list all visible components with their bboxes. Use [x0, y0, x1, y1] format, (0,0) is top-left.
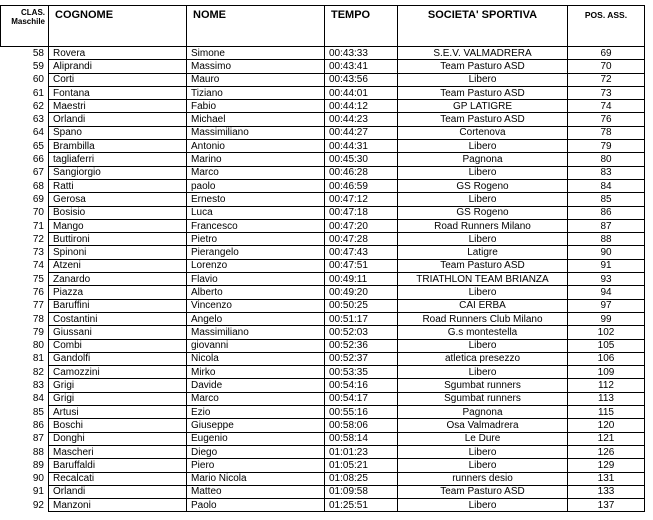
table-row: [1, 432, 645, 445]
overall-position-cell: 79: [568, 140, 645, 153]
club-cell: S.E.V. VALMADRERA: [398, 47, 568, 60]
time-cell: 01:08:25: [325, 472, 398, 485]
header-time: TEMPO: [325, 6, 398, 47]
overall-position-cell: 106: [568, 352, 645, 365]
time-cell: 00:54:17: [325, 392, 398, 405]
table-row: [1, 326, 645, 339]
name-cell: Matteo: [187, 485, 325, 498]
overall-position-cell: 121: [568, 432, 645, 445]
time-cell: 00:52:36: [325, 339, 398, 352]
name-cell: Marco: [187, 392, 325, 405]
club-cell: Road Runners Milano: [398, 219, 568, 232]
surname-cell: Aliprandi: [49, 60, 187, 73]
overall-position-cell: 76: [568, 113, 645, 126]
time-cell: 00:43:56: [325, 73, 398, 86]
rank-cell: 64: [1, 126, 49, 139]
surname-cell: Mascheri: [49, 445, 187, 458]
name-cell: Simone: [187, 47, 325, 60]
overall-position-cell: 83: [568, 166, 645, 179]
time-cell: 00:51:17: [325, 312, 398, 325]
name-cell: Vincenzo: [187, 299, 325, 312]
rank-cell: 90: [1, 472, 49, 485]
time-cell: 00:47:28: [325, 233, 398, 246]
surname-cell: Rovera: [49, 47, 187, 60]
overall-position-cell: 129: [568, 459, 645, 472]
rank-cell: 92: [1, 499, 49, 512]
overall-position-cell: 72: [568, 73, 645, 86]
time-cell: 00:43:33: [325, 47, 398, 60]
table-row: [1, 286, 645, 299]
club-cell: Team Pasturo ASD: [398, 60, 568, 73]
rank-cell: 79: [1, 326, 49, 339]
time-cell: 00:44:01: [325, 86, 398, 99]
overall-position-cell: 70: [568, 60, 645, 73]
overall-position-cell: 102: [568, 326, 645, 339]
results-table: [0, 5, 645, 512]
header-name: NOME: [187, 6, 325, 47]
time-cell: 00:52:03: [325, 326, 398, 339]
table-row: [1, 273, 645, 286]
club-cell: Team Pasturo ASD: [398, 86, 568, 99]
time-cell: 00:46:28: [325, 166, 398, 179]
table-row: [1, 485, 645, 498]
overall-position-cell: 133: [568, 485, 645, 498]
rank-cell: 86: [1, 419, 49, 432]
table-row: [1, 179, 645, 192]
rank-cell: 89: [1, 459, 49, 472]
table-row: [1, 126, 645, 139]
surname-cell: Spinoni: [49, 246, 187, 259]
overall-position-cell: 69: [568, 47, 645, 60]
name-cell: paolo: [187, 179, 325, 192]
surname-cell: Costantini: [49, 312, 187, 325]
overall-position-cell: 90: [568, 246, 645, 259]
surname-cell: Orlandi: [49, 113, 187, 126]
club-cell: Libero: [398, 339, 568, 352]
table-row: [1, 312, 645, 325]
name-cell: Pierangelo: [187, 246, 325, 259]
club-cell: Libero: [398, 286, 568, 299]
club-cell: Pagnona: [398, 153, 568, 166]
overall-position-cell: 131: [568, 472, 645, 485]
rank-cell: 77: [1, 299, 49, 312]
overall-position-cell: 87: [568, 219, 645, 232]
name-cell: giovanni: [187, 339, 325, 352]
rank-cell: 62: [1, 100, 49, 113]
name-cell: Fabio: [187, 100, 325, 113]
surname-cell: Fontana: [49, 86, 187, 99]
rank-cell: 85: [1, 406, 49, 419]
table-row: [1, 206, 645, 219]
surname-cell: Atzeni: [49, 259, 187, 272]
surname-cell: Manzoni: [49, 499, 187, 512]
surname-cell: Mango: [49, 219, 187, 232]
overall-position-cell: 78: [568, 126, 645, 139]
name-cell: Piero: [187, 459, 325, 472]
time-cell: 00:50:25: [325, 299, 398, 312]
overall-position-cell: 85: [568, 193, 645, 206]
overall-position-cell: 86: [568, 206, 645, 219]
club-cell: Team Pasturo ASD: [398, 259, 568, 272]
rank-cell: 84: [1, 392, 49, 405]
rank-cell: 82: [1, 366, 49, 379]
table-row: [1, 339, 645, 352]
surname-cell: Baruffaldi: [49, 459, 187, 472]
club-cell: GP LATIGRE: [398, 100, 568, 113]
club-cell: runners desio: [398, 472, 568, 485]
table-row: [1, 419, 645, 432]
name-cell: Massimiliano: [187, 126, 325, 139]
header-rank: [1, 6, 49, 47]
rank-cell: 74: [1, 259, 49, 272]
surname-cell: Sangiorgio: [49, 166, 187, 179]
rank-cell: 65: [1, 140, 49, 153]
name-cell: Giuseppe: [187, 419, 325, 432]
rank-cell: 61: [1, 86, 49, 99]
surname-cell: Maestri: [49, 100, 187, 113]
club-cell: Team Pasturo ASD: [398, 485, 568, 498]
table-row: [1, 352, 645, 365]
club-cell: Road Runners Club Milano: [398, 312, 568, 325]
surname-cell: Baruffini: [49, 299, 187, 312]
surname-cell: Grigi: [49, 379, 187, 392]
table-row: [1, 379, 645, 392]
surname-cell: Giussani: [49, 326, 187, 339]
name-cell: Pietro: [187, 233, 325, 246]
rank-cell: 66: [1, 153, 49, 166]
time-cell: 00:58:14: [325, 432, 398, 445]
time-cell: 00:44:31: [325, 140, 398, 153]
table-row: [1, 499, 645, 512]
table-row: [1, 73, 645, 86]
table-row: [1, 472, 645, 485]
overall-position-cell: 94: [568, 286, 645, 299]
table-row: [1, 113, 645, 126]
name-cell: Luca: [187, 206, 325, 219]
header-rank-line1: CLAS.: [21, 8, 45, 17]
name-cell: Davide: [187, 379, 325, 392]
surname-cell: Camozzini: [49, 366, 187, 379]
club-cell: G.s montestella: [398, 326, 568, 339]
overall-position-cell: 80: [568, 153, 645, 166]
rank-cell: 73: [1, 246, 49, 259]
club-cell: Libero: [398, 233, 568, 246]
table-row: [1, 392, 645, 405]
table-row: [1, 445, 645, 458]
name-cell: Alberto: [187, 286, 325, 299]
results-sheet: [0, 5, 645, 512]
club-cell: Team Pasturo ASD: [398, 113, 568, 126]
club-cell: Osa Valmadrera: [398, 419, 568, 432]
rank-cell: 75: [1, 273, 49, 286]
overall-position-cell: 115: [568, 406, 645, 419]
header-overall-position: POS. ASS.: [568, 6, 645, 47]
name-cell: Marino: [187, 153, 325, 166]
overall-position-cell: 74: [568, 100, 645, 113]
surname-cell: Orlandi: [49, 485, 187, 498]
time-cell: 00:49:20: [325, 286, 398, 299]
name-cell: Tiziano: [187, 86, 325, 99]
surname-cell: Bosisio: [49, 206, 187, 219]
overall-position-cell: 97: [568, 299, 645, 312]
name-cell: Mauro: [187, 73, 325, 86]
club-cell: Libero: [398, 73, 568, 86]
club-cell: atletica presezzo: [398, 352, 568, 365]
table-row: [1, 86, 645, 99]
overall-position-cell: 126: [568, 445, 645, 458]
rank-cell: 78: [1, 312, 49, 325]
name-cell: Michael: [187, 113, 325, 126]
club-cell: GS Rogeno: [398, 206, 568, 219]
table-row: [1, 233, 645, 246]
time-cell: 01:09:58: [325, 485, 398, 498]
rank-cell: 68: [1, 179, 49, 192]
overall-position-cell: 73: [568, 86, 645, 99]
rank-cell: 88: [1, 445, 49, 458]
overall-position-cell: 137: [568, 499, 645, 512]
overall-position-cell: 109: [568, 366, 645, 379]
surname-cell: Boschi: [49, 419, 187, 432]
name-cell: Diego: [187, 445, 325, 458]
time-cell: 00:58:06: [325, 419, 398, 432]
club-cell: Sgumbat runners: [398, 392, 568, 405]
time-cell: 00:55:16: [325, 406, 398, 419]
club-cell: Sgumbat runners: [398, 379, 568, 392]
club-cell: Cortenova: [398, 126, 568, 139]
surname-cell: Combi: [49, 339, 187, 352]
rank-cell: 60: [1, 73, 49, 86]
club-cell: Pagnona: [398, 406, 568, 419]
time-cell: 00:46:59: [325, 179, 398, 192]
name-cell: Francesco: [187, 219, 325, 232]
rank-cell: 58: [1, 47, 49, 60]
overall-position-cell: 88: [568, 233, 645, 246]
table-row: [1, 299, 645, 312]
name-cell: Ezio: [187, 406, 325, 419]
time-cell: 00:53:35: [325, 366, 398, 379]
club-cell: GS Rogeno: [398, 179, 568, 192]
time-cell: 00:54:16: [325, 379, 398, 392]
rank-cell: 91: [1, 485, 49, 498]
time-cell: 00:44:12: [325, 100, 398, 113]
club-cell: CAI ERBA: [398, 299, 568, 312]
time-cell: 00:47:43: [325, 246, 398, 259]
overall-position-cell: 112: [568, 379, 645, 392]
name-cell: Flavio: [187, 273, 325, 286]
rank-cell: 83: [1, 379, 49, 392]
table-row: [1, 140, 645, 153]
time-cell: 00:47:20: [325, 219, 398, 232]
overall-position-cell: 105: [568, 339, 645, 352]
rank-cell: 72: [1, 233, 49, 246]
table-row: [1, 60, 645, 73]
overall-position-cell: 91: [568, 259, 645, 272]
table-row: [1, 47, 645, 60]
surname-cell: tagliaferri: [49, 153, 187, 166]
rank-cell: 76: [1, 286, 49, 299]
rank-cell: 69: [1, 193, 49, 206]
time-cell: 00:44:27: [325, 126, 398, 139]
surname-cell: Recalcati: [49, 472, 187, 485]
surname-cell: Artusi: [49, 406, 187, 419]
surname-cell: Ratti: [49, 179, 187, 192]
time-cell: 00:49:11: [325, 273, 398, 286]
table-row: [1, 259, 645, 272]
table-row: [1, 100, 645, 113]
club-cell: Libero: [398, 166, 568, 179]
name-cell: Paolo: [187, 499, 325, 512]
name-cell: Nicola: [187, 352, 325, 365]
results-body: [1, 47, 645, 512]
time-cell: 00:43:41: [325, 60, 398, 73]
club-cell: TRIATHLON TEAM BRIANZA: [398, 273, 568, 286]
rank-cell: 70: [1, 206, 49, 219]
name-cell: Massimiliano: [187, 326, 325, 339]
overall-position-cell: 93: [568, 273, 645, 286]
rank-cell: 87: [1, 432, 49, 445]
header-surname: COGNOME: [49, 6, 187, 47]
rank-cell: 59: [1, 60, 49, 73]
overall-position-cell: 99: [568, 312, 645, 325]
surname-cell: Spano: [49, 126, 187, 139]
club-cell: Latigre: [398, 246, 568, 259]
name-cell: Angelo: [187, 312, 325, 325]
header-row: [1, 6, 645, 47]
time-cell: 00:47:51: [325, 259, 398, 272]
name-cell: Eugenio: [187, 432, 325, 445]
table-row: [1, 219, 645, 232]
rank-cell: 80: [1, 339, 49, 352]
table-row: [1, 406, 645, 419]
time-cell: 01:05:21: [325, 459, 398, 472]
name-cell: Ernesto: [187, 193, 325, 206]
time-cell: 00:47:18: [325, 206, 398, 219]
club-cell: Libero: [398, 459, 568, 472]
rank-cell: 71: [1, 219, 49, 232]
time-cell: 01:01:23: [325, 445, 398, 458]
time-cell: 01:25:51: [325, 499, 398, 512]
rank-cell: 63: [1, 113, 49, 126]
header-rank-line2: Maschile: [11, 17, 45, 26]
rank-cell: 81: [1, 352, 49, 365]
club-cell: Libero: [398, 140, 568, 153]
rank-cell: 67: [1, 166, 49, 179]
name-cell: Massimo: [187, 60, 325, 73]
surname-cell: Grigi: [49, 392, 187, 405]
overall-position-cell: 84: [568, 179, 645, 192]
club-cell: Libero: [398, 445, 568, 458]
club-cell: Le Dure: [398, 432, 568, 445]
time-cell: 00:52:37: [325, 352, 398, 365]
table-row: [1, 153, 645, 166]
surname-cell: Piazza: [49, 286, 187, 299]
time-cell: 00:44:23: [325, 113, 398, 126]
surname-cell: Brambilla: [49, 140, 187, 153]
name-cell: Mario Nicola: [187, 472, 325, 485]
header-club: SOCIETA' SPORTIVA: [398, 6, 568, 47]
club-cell: Libero: [398, 366, 568, 379]
overall-position-cell: 120: [568, 419, 645, 432]
table-row: [1, 166, 645, 179]
table-row: [1, 366, 645, 379]
table-row: [1, 193, 645, 206]
surname-cell: Donghi: [49, 432, 187, 445]
surname-cell: Zanardo: [49, 273, 187, 286]
time-cell: 00:45:30: [325, 153, 398, 166]
name-cell: Antonio: [187, 140, 325, 153]
club-cell: Libero: [398, 499, 568, 512]
overall-position-cell: 113: [568, 392, 645, 405]
table-row: [1, 246, 645, 259]
time-cell: 00:47:12: [325, 193, 398, 206]
surname-cell: Gandolfi: [49, 352, 187, 365]
surname-cell: Gerosa: [49, 193, 187, 206]
table-row: [1, 459, 645, 472]
surname-cell: Buttironi: [49, 233, 187, 246]
name-cell: Lorenzo: [187, 259, 325, 272]
surname-cell: Corti: [49, 73, 187, 86]
name-cell: Mirko: [187, 366, 325, 379]
club-cell: Libero: [398, 193, 568, 206]
name-cell: Marco: [187, 166, 325, 179]
